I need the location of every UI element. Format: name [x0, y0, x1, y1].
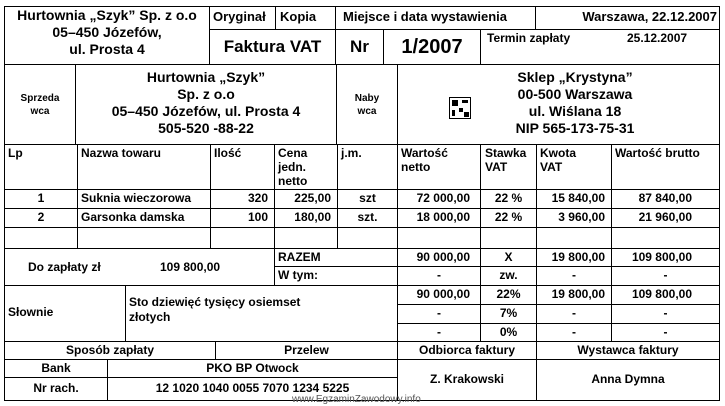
- seller-header-line2: 05–450 Józefów,: [52, 24, 162, 40]
- row2-price: 180,00: [294, 210, 331, 224]
- bank-value: PKO BP Otwock: [206, 361, 299, 375]
- row1-vat: 15 840,00: [551, 191, 605, 205]
- b2-vat: -: [572, 306, 576, 320]
- row2-net: 18 000,00: [416, 210, 470, 224]
- to-pay-value: 109 800,00: [160, 260, 221, 274]
- seller-line3: 05–450 Józefów, ul. Prosta 4: [111, 103, 301, 119]
- recipient-label: Odbiorca faktury: [418, 343, 516, 357]
- total-vat: 19 800,00: [551, 250, 605, 264]
- invoice-title: Faktura VAT: [223, 37, 322, 56]
- header-price-2: jedn.: [278, 160, 307, 174]
- header-gross: Wartość brutto: [615, 146, 700, 160]
- row3-vat-cell: [536, 227, 612, 249]
- payment-method-label: Sposób zapłaty: [65, 343, 154, 357]
- seller-line2: Sp. z o.o: [177, 86, 235, 102]
- exempt-net: -: [437, 268, 441, 282]
- total-rate: X: [504, 250, 513, 264]
- place-date-value: Warszawa, 22.12.2007: [582, 9, 717, 24]
- row3-rate-cell: [480, 227, 537, 249]
- in-words-line1: Sto dziewięć tysięcy osiemset: [129, 295, 301, 309]
- original-label: Oryginał: [213, 9, 266, 24]
- header-unit: j.m.: [341, 146, 362, 160]
- header-net-2: netto: [401, 160, 431, 174]
- b3-gross: -: [663, 325, 668, 339]
- bank-label: Bank: [41, 361, 71, 375]
- buyer-label-cell: [336, 64, 398, 145]
- due-label: Termin zapłaty: [487, 31, 571, 45]
- b2-net: -: [437, 306, 441, 320]
- exempt-vat: -: [572, 268, 576, 282]
- row2-unit: szt.: [357, 210, 378, 224]
- recipient-name: Z. Krakowski: [429, 372, 505, 386]
- in-words-line2: złotych: [129, 310, 171, 324]
- buyer-label-1: Naby: [354, 93, 380, 104]
- row2-gross: 21 960,00: [638, 210, 692, 224]
- payment-method-value: Przelew: [284, 343, 329, 357]
- total-label: RAZEM: [278, 250, 321, 264]
- header-vat-1: Kwota: [540, 146, 576, 160]
- header-qty: Ilość: [214, 146, 242, 160]
- b3-rate: 0%: [499, 325, 518, 339]
- row3-qty-cell: [210, 227, 275, 249]
- row2-rate: 22 %: [494, 210, 523, 224]
- buyer-line3: ul. Wiślana 18: [528, 103, 622, 119]
- seller-header-line3: ul. Prosta 4: [69, 41, 145, 57]
- issuer-label: Wystawca faktury: [577, 343, 679, 357]
- b1-rate: 22%: [496, 287, 521, 301]
- row2-vat: 3 960,00: [558, 210, 605, 224]
- buyer-line4: NIP 565-173-75-31: [515, 120, 635, 136]
- header-rate-1: Stawka: [485, 146, 527, 160]
- total-net: 90 000,00: [416, 250, 470, 264]
- row1-price: 225,00: [294, 191, 331, 205]
- row1-gross: 87 840,00: [638, 191, 692, 205]
- row1-unit: szt: [359, 191, 376, 205]
- of-which-label: W tym:: [278, 268, 318, 282]
- seller-line1: Hurtownia „Szyk”: [146, 69, 266, 85]
- to-pay-label: Do zapłaty zł: [28, 260, 101, 274]
- row2-qty: 100: [247, 210, 268, 224]
- b3-net: -: [437, 325, 441, 339]
- b1-gross: 109 800,00: [631, 287, 692, 301]
- row1-lp: 1: [37, 191, 45, 205]
- seller-label-2: wca: [30, 106, 50, 117]
- row3-lp-cell: [4, 227, 78, 249]
- watermark: www.EgzaminZawodowy.info: [292, 394, 421, 405]
- row3-gross-cell: [611, 227, 720, 249]
- due-value: 25.12.2007: [627, 31, 688, 45]
- number-label: Nr: [350, 37, 369, 56]
- header-price-1: Cena: [278, 146, 308, 160]
- buyer-line2: 00-500 Warszawa: [517, 86, 633, 102]
- b3-vat: -: [572, 325, 576, 339]
- header-lp: Lp: [8, 146, 23, 160]
- header-rate-2: VAT: [485, 160, 508, 174]
- row1-name: Suknia wieczorowa: [81, 191, 192, 205]
- row1-qty: 320: [247, 191, 268, 205]
- row3-price-cell: [274, 227, 338, 249]
- row3-unit-cell: [337, 227, 398, 249]
- total-gross: 109 800,00: [631, 250, 692, 264]
- b1-vat: 19 800,00: [551, 287, 605, 301]
- row3-net-cell: [397, 227, 481, 249]
- exempt-gross: -: [663, 268, 668, 282]
- in-words-label: Słownie: [8, 305, 54, 319]
- stamp-code-icon: [449, 97, 471, 119]
- row2-name: Garsonka damska: [81, 210, 185, 224]
- b2-rate: 7%: [499, 306, 518, 320]
- header-net-1: Wartość: [401, 146, 448, 160]
- row1-rate: 22 %: [494, 191, 523, 205]
- issuer-name: Anna Dymna: [591, 372, 665, 386]
- header-name: Nazwa towaru: [81, 146, 162, 160]
- exempt-rate: zw.: [499, 268, 518, 282]
- header-price-3: netto: [278, 174, 308, 188]
- seller-header-line1: Hurtownia „Szyk” Sp. z o.o: [17, 7, 197, 23]
- row3-name-cell: [77, 227, 211, 249]
- account-label: Nr rach.: [33, 381, 79, 395]
- seller-line4: 505-520 -88-22: [158, 120, 254, 136]
- seller-label-1: Sprzeda: [20, 93, 60, 104]
- header-vat-2: VAT: [540, 160, 563, 174]
- account-value: 12 1020 1040 0055 7070 1234 5225: [155, 381, 350, 395]
- place-date-label: Miejsce i data wystawienia: [343, 9, 508, 24]
- buyer-line1: Sklep „Krystyna”: [517, 69, 633, 85]
- copy-label: Kopia: [280, 9, 317, 24]
- b1-net: 90 000,00: [416, 287, 470, 301]
- buyer-label-2: wca: [357, 106, 377, 117]
- row1-net: 72 000,00: [416, 191, 470, 205]
- seller-label-cell: [4, 64, 76, 145]
- row2-lp: 2: [37, 210, 45, 224]
- invoice-number: 1/2007: [401, 36, 463, 58]
- b2-gross: -: [663, 306, 668, 320]
